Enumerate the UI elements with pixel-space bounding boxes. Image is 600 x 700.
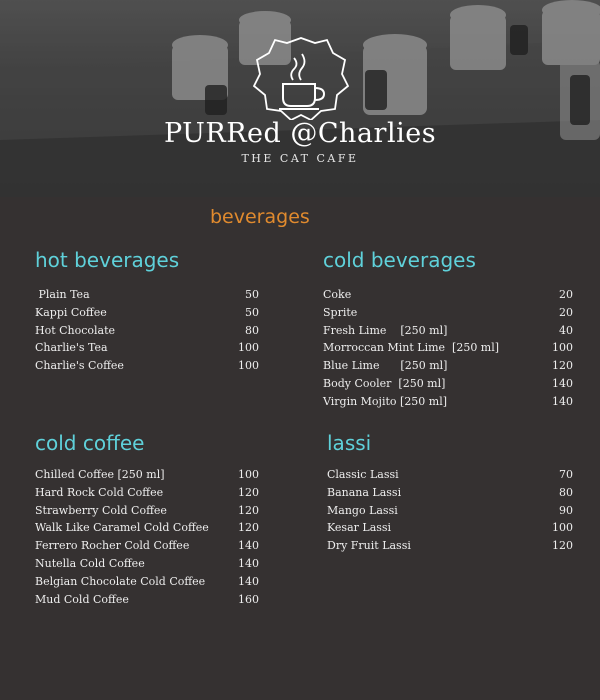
item-name: Dry Fruit Lassi <box>327 539 411 553</box>
item-name: Coke <box>323 288 352 301</box>
item-price: 90 <box>559 503 573 517</box>
item-price: 50 <box>245 288 259 301</box>
lassi-list <box>327 466 573 555</box>
section-title-cold-coffee: cold coffee <box>35 431 145 455</box>
menu-item <box>35 339 259 357</box>
item-price: 100 <box>238 468 259 481</box>
hero-banner <box>0 0 600 197</box>
menu-item <box>323 393 573 411</box>
menu-item <box>327 484 573 502</box>
item-price: 40 <box>559 323 573 337</box>
item-price: 140 <box>552 394 573 408</box>
item-name: Mud Cold Coffee <box>35 592 129 606</box>
menu-item <box>323 375 573 393</box>
menu-item <box>323 339 573 357</box>
menu-item <box>35 357 259 375</box>
item-name: Fresh Lime [250 ml] <box>323 323 448 337</box>
item-name: Chilled Coffee [250 ml] <box>35 468 165 481</box>
menu-item <box>323 322 573 340</box>
item-price: 70 <box>559 468 573 481</box>
item-price: 50 <box>245 305 259 319</box>
item-name: Kesar Lassi <box>327 521 392 535</box>
section-title-hot-beverages: hot beverages <box>35 248 180 272</box>
item-price: 20 <box>559 288 573 301</box>
item-name: Plain Tea <box>35 288 90 301</box>
item-price: 100 <box>238 359 259 373</box>
item-price: 120 <box>552 359 573 373</box>
steaming-cup-icon <box>253 36 349 120</box>
item-name: Ferrero Rocher Cold Coffee <box>35 539 190 553</box>
cold-coffee-list <box>35 466 259 608</box>
section-title-cold-beverages: cold beverages <box>323 248 476 272</box>
item-price: 140 <box>238 539 259 553</box>
item-name: Charlie's Tea <box>35 341 108 355</box>
item-price: 20 <box>559 305 573 319</box>
item-name: Mango Lassi <box>327 503 398 517</box>
menu-item <box>35 555 259 573</box>
item-price: 100 <box>238 341 259 355</box>
item-price: 140 <box>552 376 573 390</box>
item-name: Blue Lime [250 ml] <box>323 359 448 373</box>
item-price: 160 <box>238 592 259 606</box>
hot-beverages-list <box>35 286 259 375</box>
item-name: Hot Chocolate <box>35 323 116 337</box>
brand-name: PURRed @Charlies <box>163 118 437 149</box>
menu-item <box>35 502 259 520</box>
item-price: 120 <box>238 485 259 499</box>
menu-item <box>35 591 259 609</box>
menu-item <box>35 537 259 555</box>
menu-item <box>327 537 573 555</box>
item-name: Belgian Chocolate Cold Coffee <box>35 574 206 588</box>
item-name: Banana Lassi <box>327 485 402 499</box>
item-price: 140 <box>238 556 259 570</box>
menu-item <box>35 286 259 304</box>
item-price: 80 <box>559 485 573 499</box>
menu-item <box>35 304 259 322</box>
item-price: 100 <box>552 521 573 535</box>
item-name: Morroccan Mint Lime [250 ml] <box>323 341 500 355</box>
item-name: Body Cooler [250 ml] <box>323 376 446 390</box>
item-name: Walk Like Caramel Cold Coffee <box>35 521 209 535</box>
item-price: 100 <box>552 341 573 355</box>
item-price: 80 <box>245 323 259 337</box>
section-title-lassi: lassi <box>327 431 372 455</box>
menu-item <box>327 466 573 484</box>
menu-item <box>323 357 573 375</box>
item-price: 120 <box>238 521 259 535</box>
item-price: 120 <box>238 503 259 517</box>
item-name: Hard Rock Cold Coffee <box>35 485 164 499</box>
menu-item <box>323 304 573 322</box>
item-name: Charlie's Coffee <box>35 359 124 373</box>
item-price: 140 <box>238 574 259 588</box>
item-name: Kappi Coffee <box>35 305 107 319</box>
cold-beverages-list <box>323 286 573 411</box>
item-name: Nutella Cold Coffee <box>35 556 145 570</box>
item-price: 120 <box>552 539 573 553</box>
item-name: Classic Lassi <box>327 468 399 481</box>
menu-item <box>35 466 259 484</box>
menu-item <box>327 519 573 537</box>
menu-item <box>35 573 259 591</box>
brand-tagline: THE CAT CAFE <box>241 152 359 165</box>
menu-item <box>35 519 259 537</box>
menu-item <box>323 286 573 304</box>
item-name: Virgin Mojito [250 ml] <box>323 394 448 408</box>
menu-item <box>35 322 259 340</box>
page-title: beverages <box>210 206 310 228</box>
menu-item <box>35 484 259 502</box>
item-name: Strawberry Cold Coffee <box>35 503 167 517</box>
menu-item <box>327 502 573 520</box>
item-name: Sprite <box>323 305 358 319</box>
